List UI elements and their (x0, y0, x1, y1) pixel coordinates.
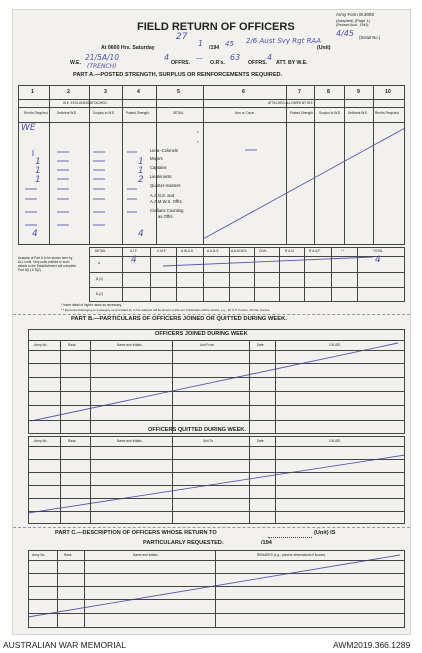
part-c-title-d: /194 (261, 540, 272, 546)
asterisk-1: * (197, 130, 199, 135)
footnote-2: * * Personnel belonging to a category not provided for in the analysis will be shown in this Col. Particulars will be shown, e.g., 20 U.S. Forces; 10 N.E. Forces. (61, 308, 271, 312)
hw-unit: 2/6 Aust Svy Rgt RAA (246, 37, 322, 45)
hw-ors-count: 63 (230, 53, 241, 62)
an-ran: R.A.N. (285, 249, 295, 253)
rank-civilians: Civilians Counting (150, 208, 184, 213)
left-group-header: W.E. EXCLUDING ATTACHED. (63, 101, 108, 105)
col-reints-left: Rein'ts Required. (24, 111, 49, 115)
j-unit-from: Unit From. (200, 343, 215, 347)
hw-date-year: 45 (225, 40, 234, 48)
q-name: Name and Initials. (117, 439, 143, 443)
an-detail: DETAIL (95, 249, 106, 253)
an-civil: CIVIL. (259, 249, 268, 253)
col-num-10: 10 (385, 89, 391, 95)
footer-bar (0, 637, 422, 653)
detail-header: DETAIL (173, 111, 184, 115)
hw-date-day: 27 (176, 32, 188, 42)
an-other: * * (341, 249, 345, 253)
col-posted-right: Posted Strength. (290, 111, 314, 115)
part-b-title: PART B.—PARTICULARS OF OFFICERS JOINED OR QUITTED DURING WEEK. (71, 316, 287, 322)
unit-label: (Unit) (317, 45, 331, 51)
hw-date-month: 1 (198, 39, 204, 48)
footnote-1: * Insert detail of higher ranks as necessary. (61, 303, 122, 307)
col-num-9: 9 (357, 89, 360, 95)
part-c-title-a: PART C.—DESCRIPTION OF OFFICERS WHOSE RETURN TO (55, 530, 217, 536)
col-num-2: 2 (67, 89, 70, 95)
col-num-8: 8 (327, 89, 330, 95)
footer-left: AUSTRALIAN WAR MEMORIAL (3, 640, 126, 650)
j-rank: Rank. (68, 343, 77, 347)
col-num-6: 6 (242, 89, 245, 95)
rank-qm: Quarter-masters (150, 183, 181, 188)
c-remarks: REMARKS (e.g., present whereabouts if known). (257, 553, 327, 557)
right-group-header: ATTACHED ALLOWED BY W.E. (268, 101, 314, 105)
col-arm: Arm or Corps. (235, 111, 255, 115)
hw-offrs-count: 4 (164, 53, 170, 62)
j-army-no: Army No. (34, 343, 48, 347)
q-rank: Rank. (68, 439, 77, 443)
part-c-title-b: (Unit) IS (314, 530, 336, 536)
col-num-7: 7 (298, 89, 301, 95)
rank-lt-col: Lieut.-Colonels (150, 148, 178, 153)
rank-lieutenants: Lieutenants (150, 174, 172, 179)
col-surplus-right: Surplus to W.E. (319, 111, 341, 115)
c-army-no: Army No. (32, 553, 46, 557)
hw-posted-r2: 1 (138, 157, 144, 167)
an-raaf: R.A.A.F. (309, 249, 321, 253)
att-label: ATT. BY W.E. (276, 60, 308, 66)
rank-aans: A.A.N.S. and (150, 193, 175, 198)
an-aans: A.A.N.S. (207, 249, 220, 253)
quitted-title: OFFICERS QUITTED DURING WEEK. (148, 427, 246, 433)
form-adapted: (Adapted) (Page 1) (336, 18, 371, 23)
an-row-b2: B.(2) (96, 292, 103, 296)
hw-posted-r4: 2 (138, 175, 144, 185)
form-number: Army Form W.3008 (336, 12, 374, 17)
q-unit-to: Unit To. (203, 439, 214, 443)
form-sheet (13, 10, 410, 634)
an-row-b1: B.(1) (96, 277, 103, 281)
joined-table (28, 329, 405, 434)
hw-we-mark: WE (21, 123, 36, 133)
hw-dash: — (196, 54, 203, 62)
hw-posted-r3: 1 (138, 166, 144, 176)
asterisk-2: * (197, 140, 199, 145)
col-num-1: 1 (31, 89, 34, 95)
an-cmf: C.M.F. (157, 249, 167, 253)
an-awas: A.W.A.S. (181, 249, 194, 253)
an-aif: A.I.F. (130, 249, 138, 253)
an-aamws: A.A.M.W.S. (231, 249, 248, 253)
hw-posted-total: 4 (138, 229, 144, 239)
q-army-no: Army No. (34, 439, 48, 443)
we-label: W.E. (70, 60, 81, 66)
hw-left-r3: 1 (35, 166, 41, 176)
part-c-title-c: PARTICULARLY REQUESTED. (143, 540, 224, 546)
rank-captains: Captains (150, 165, 167, 170)
hw-an-aif: 4 (131, 255, 137, 265)
year-label: /194 (209, 45, 220, 51)
form-revised: (Revised Aust., 1943) (336, 23, 369, 27)
time-line-label: At 0600 Hrs. Saturday (101, 45, 155, 51)
offrs-label: OFFRS. (171, 60, 191, 66)
q-cause: CAUSE. (329, 439, 341, 443)
rank-aamws: A.A.M.W.S. Offrs. (150, 199, 183, 204)
col-surplus-left: Surplus to W.E. (93, 111, 115, 115)
col-reints-right: Rein'ts Required. (375, 111, 400, 115)
col-posted-left: Posted Strength. (126, 111, 150, 115)
an-total: TOTAL (373, 249, 383, 253)
rank-majors: Majors (150, 156, 163, 161)
part-a-title: PART A.—POSTED STRENGTH, SURPLUS OR REINFORCEMENTS REQUIRED. (73, 72, 283, 78)
col-num-5: 5 (177, 89, 180, 95)
hw-serial: 4/45 (336, 29, 354, 38)
hw-left-r4: 1 (35, 175, 41, 185)
j-cause: CAUSE. (329, 343, 341, 347)
rank-civ-offrs: as Offrs. (158, 214, 174, 219)
col-num-3: 3 (104, 89, 107, 95)
hw-left-r2: 1 (35, 157, 41, 167)
c-name: Name and Initials. (133, 553, 159, 557)
hw-trench: (TRENCH) (87, 63, 117, 70)
footer-right: AWM2019.366.1289 (333, 640, 411, 650)
ors-label: O.R's. (210, 60, 225, 66)
joined-title: OFFICERS JOINED DURING WEEK (155, 331, 248, 337)
an-row-a: A (98, 261, 101, 265)
offrs-label-2: OFFRS. (248, 60, 268, 66)
col-num-4: 4 (137, 89, 140, 95)
hw-we-offrs: 21/5A/10 (85, 53, 120, 62)
j-name: Name and Initials. (117, 343, 143, 347)
c-rank: Rank. (64, 553, 73, 557)
q-date: Date. (257, 439, 265, 443)
hw-an-total: 4 (375, 255, 381, 265)
j-date: Date. (257, 343, 265, 347)
form-title: FIELD RETURN OF OFFICERS (137, 21, 295, 33)
col-deficient-right: Deficient W.E. (348, 111, 369, 115)
serial-label: (Serial No.) (359, 35, 381, 40)
hw-att-count: 4 (267, 53, 273, 62)
hw-left-total: 4 (32, 229, 38, 239)
analysis-note: Analysis of Part A to be shown here by ALL units. Only units entitled to such details in the Establishment will complete Part B(1) & B(2). (18, 256, 76, 272)
col-deficient-left: Deficient W.E. (57, 111, 78, 115)
